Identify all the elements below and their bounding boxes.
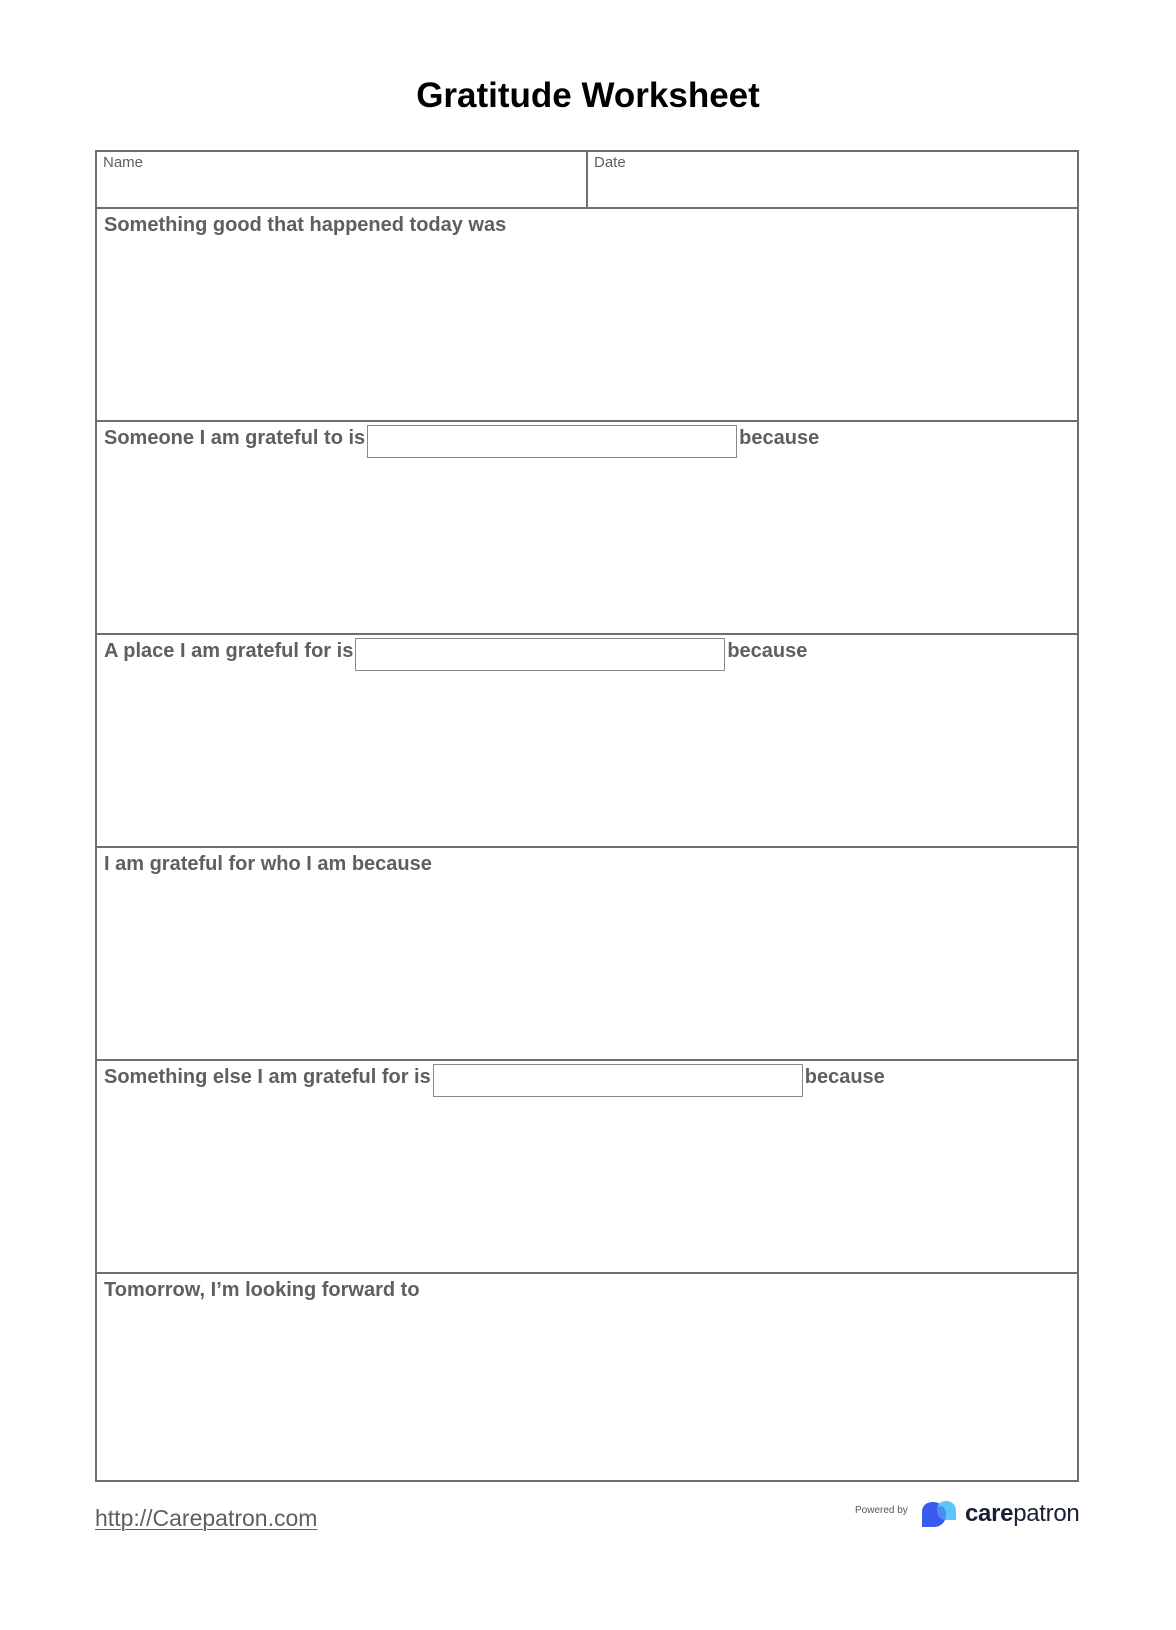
because-label: because	[804, 1066, 885, 1088]
section-place-grateful	[97, 635, 1077, 848]
powered-by-label: Powered by	[855, 1505, 908, 1516]
tomorrow-answer[interactable]	[104, 1314, 1069, 1472]
prompt-label: Something good that happened today was	[104, 214, 507, 236]
prompt-line	[104, 425, 819, 458]
date-label: Date	[594, 154, 626, 171]
name-field[interactable]	[103, 174, 580, 204]
prompt-label: A place I am grateful for is	[104, 640, 354, 662]
because-label: because	[727, 640, 808, 662]
prompt-line	[104, 1064, 885, 1097]
prompt-label: Tomorrow, I’m looking forward to	[104, 1279, 420, 1301]
prompt-label: Something else I am grateful for is	[104, 1066, 431, 1088]
name-date-row	[97, 152, 1077, 209]
worksheet-form	[95, 150, 1079, 1482]
prompt-line	[104, 1277, 420, 1303]
who-i-am-answer[interactable]	[104, 888, 1069, 1051]
something-else-answer[interactable]	[104, 1101, 1069, 1264]
place-grateful-input[interactable]	[355, 638, 725, 671]
carepatron-logo-icon	[916, 1499, 964, 1529]
carepatron-link[interactable]: http://Carepatron.com	[95, 1505, 318, 1531]
name-label: Name	[103, 154, 144, 171]
prompt-label: I am grateful for who I am because	[104, 853, 432, 875]
section-tomorrow	[97, 1274, 1077, 1480]
because-label: because	[739, 427, 820, 449]
place-grateful-answer[interactable]	[104, 675, 1069, 838]
section-who-i-am	[97, 848, 1077, 1061]
something-else-input[interactable]	[433, 1064, 803, 1097]
page-title: Gratitude Worksheet	[416, 76, 760, 115]
good-today-answer[interactable]	[104, 249, 1069, 412]
prompt-line	[104, 851, 432, 877]
prompt-line	[104, 638, 807, 671]
section-something-else	[97, 1061, 1077, 1274]
section-someone-grateful	[97, 422, 1077, 635]
section-good-today	[97, 209, 1077, 422]
wordmark-patron: patron	[1013, 1500, 1080, 1527]
someone-grateful-input[interactable]	[367, 425, 737, 458]
prompt-line	[104, 212, 506, 238]
name-cell	[97, 152, 588, 207]
someone-grateful-answer[interactable]	[104, 462, 1069, 625]
carepatron-wordmark	[965, 1500, 1079, 1528]
date-cell	[588, 152, 1077, 207]
prompt-label: Someone I am grateful to is	[104, 427, 366, 449]
wordmark-care: care	[965, 1500, 1014, 1527]
date-field[interactable]	[594, 174, 1071, 204]
